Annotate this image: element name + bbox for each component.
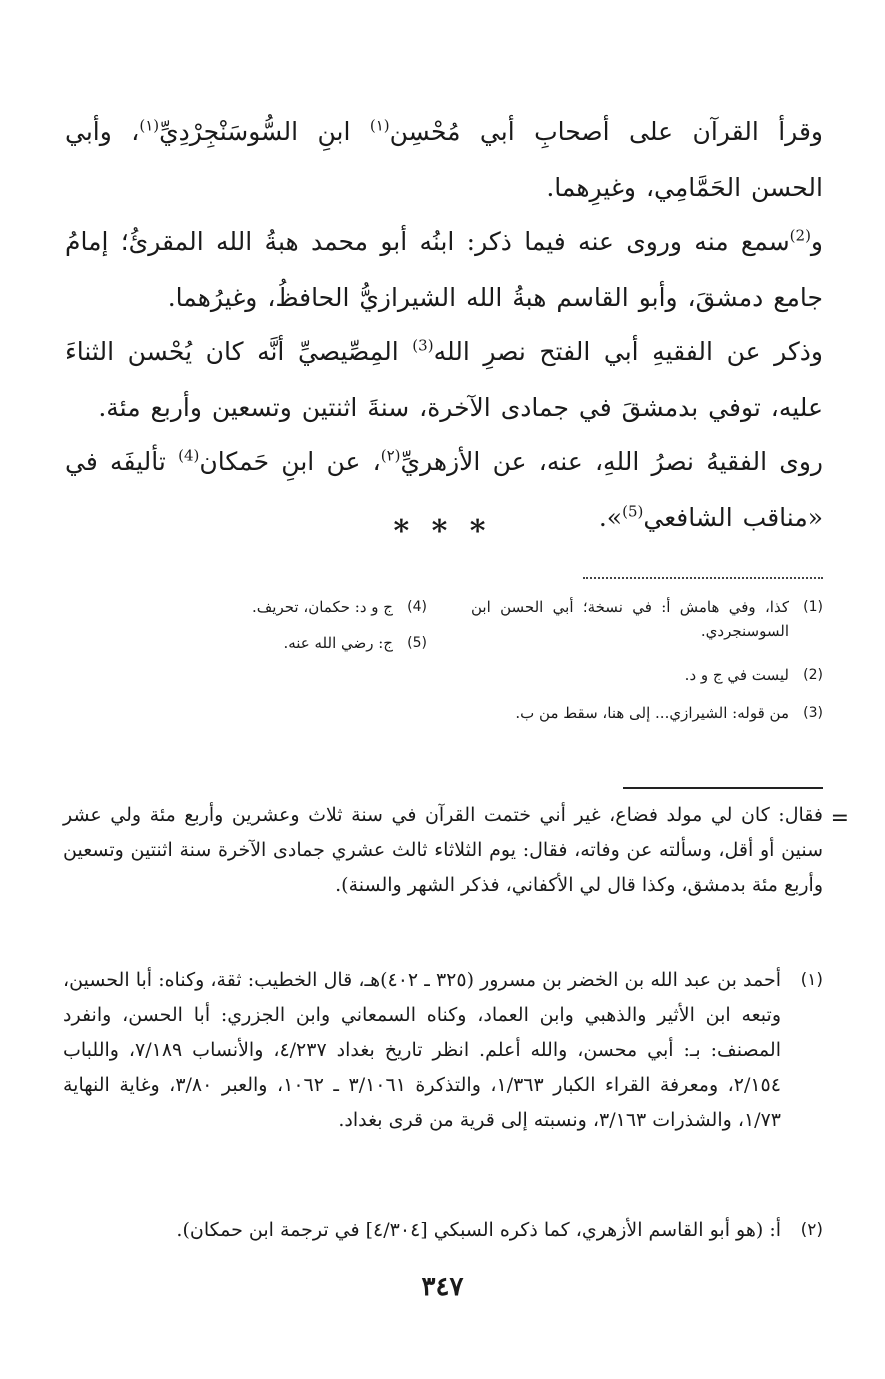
paragraph-text: سمع منه وروى عنه فيما ذكر: ابنُه أبو محمد هبةُ الله المقرئُ؛ إمامُ جامع دمشقَ، وأبو القاسم هبةُ الله الشيرازيُّ الحافظُ، وغيرُهما. (65, 227, 823, 312)
paragraph-text: روى الفقيهُ نصرُ اللهِ، عنه، عن الأزهريِّ (400, 447, 823, 476)
footnote-ref: (5) (622, 502, 644, 521)
footnote-text: أ: (هو أبو القاسم الأزهري، كما ذكره السبكي [٤/٣٠٤] في ترجمة ابن حمكان). (176, 1219, 781, 1241)
paragraph-text: ابنِ السُّوسَنْجِرْدِيِّ (159, 117, 370, 146)
footnote (63, 963, 823, 1138)
continuation-mark: = (830, 806, 849, 831)
critical-note (97, 631, 427, 655)
paragraph-text: ، عن ابنِ حَمكان (199, 447, 381, 476)
main-paragraph (65, 324, 823, 436)
notes-dotted-divider (583, 577, 823, 579)
footnote-number: (١) (800, 970, 823, 990)
footnotes-divider (623, 787, 823, 789)
paragraph-text: ». (598, 503, 623, 532)
page-number: ٣٤٧ (421, 1272, 464, 1302)
critical-note (97, 595, 427, 619)
note-number: (5) (407, 635, 427, 651)
note-number: (1) (803, 599, 823, 615)
footnote-ref: (2) (789, 226, 811, 245)
note-text: من قوله: الشيرازي... إلى هنا، سقط من ب. (515, 704, 789, 722)
paragraph-text: المِصِّيصيِّ أنَّه كان يُحْسن الثناءَ عليه، توفي بدمشقَ في جمادى الآخرة، سنةَ اثنتين وتسعين وأربع مئة. (65, 337, 823, 422)
main-paragraph (65, 214, 823, 326)
footnote-ref: (4) (178, 446, 200, 465)
footnote-ref: (٢) (380, 446, 401, 465)
footnote-ref: (١) (369, 116, 390, 135)
footnote-text: أحمد بن عبد الله بن الخضر بن مسرور (٣٢٥ ـ ٤٠٢)هـ، قال الخطيب: ثقة، وكناه: أبا الحسين، وتبعه ابن الأثير والذهبي وابن العماد، وكناه السمعاني وابن الجزري: أبا الحسن، وانفرد المصنف: بـ: أبي محسن، والله أعلم. انظر تاريخ بغداد ٤/٢٣٧، والأنساب ٧/١٨٩، واللباب ٢/١٥٤، ومعرفة القراء الكبار ١/٣٦٣، والتذكرة ٣/١٠٦١ ـ ١٠٦٢، والعبر ٣/٨٠، وغاية النهاية ١/٧٣، والشذرات ٣/١٦٣، ونسبته إلى قرية من قرى بغداد. (63, 969, 782, 1131)
note-text: ج و د: حكمان، تحريف. (252, 598, 393, 616)
main-paragraph (65, 104, 823, 216)
note-number: (3) (803, 705, 823, 721)
paragraph-text: و (810, 227, 823, 256)
note-number: (2) (803, 667, 823, 683)
paragraph-text: وقرأ القرآن على أصحابِ أبي مُحْسِن (389, 117, 823, 146)
critical-note (471, 595, 823, 643)
paragraph-text: ، وأبي الحسن الحَمَّامِي، وغيرِهما. (65, 117, 823, 202)
paragraph-text: وذكر عن الفقيهِ أبي الفتح نصرِ الله (433, 337, 823, 366)
note-text: ج: رضي الله عنه. (283, 634, 393, 652)
critical-note (471, 701, 823, 725)
footnote-continuation: فقال: كان لي مولد فضاع، غير أني ختمت القرآن في سنة ثلاث وعشرين وأربع مئة ولي عشر سنين أو أقل، وسألته عن وفاته، فقال: يوم الثلاثاء ثالث عشري جمادى الآخرة سنة اثنتين وتسعين وأربع مئة بدمشق، وكذا قال لي الأكفاني، فذكر الشهر والسنة). (63, 804, 823, 896)
note-text: كذا، وفي هامش أ: في نسخة؛ أبي الحسن ابن السوسنجردي. (471, 598, 789, 640)
note-text: ليست في ج و د. (684, 666, 789, 684)
critical-note (471, 663, 823, 687)
section-separator-stars: * * * (393, 514, 492, 549)
note-number: (4) (407, 599, 427, 615)
footnote-ref: (١) (139, 116, 160, 135)
footnote-number: (٢) (800, 1220, 823, 1240)
paragraph-text: تأليفَه في «مناقب الشافعي (65, 447, 823, 532)
footnote (63, 1213, 823, 1248)
footnote-ref: (3) (412, 336, 434, 355)
